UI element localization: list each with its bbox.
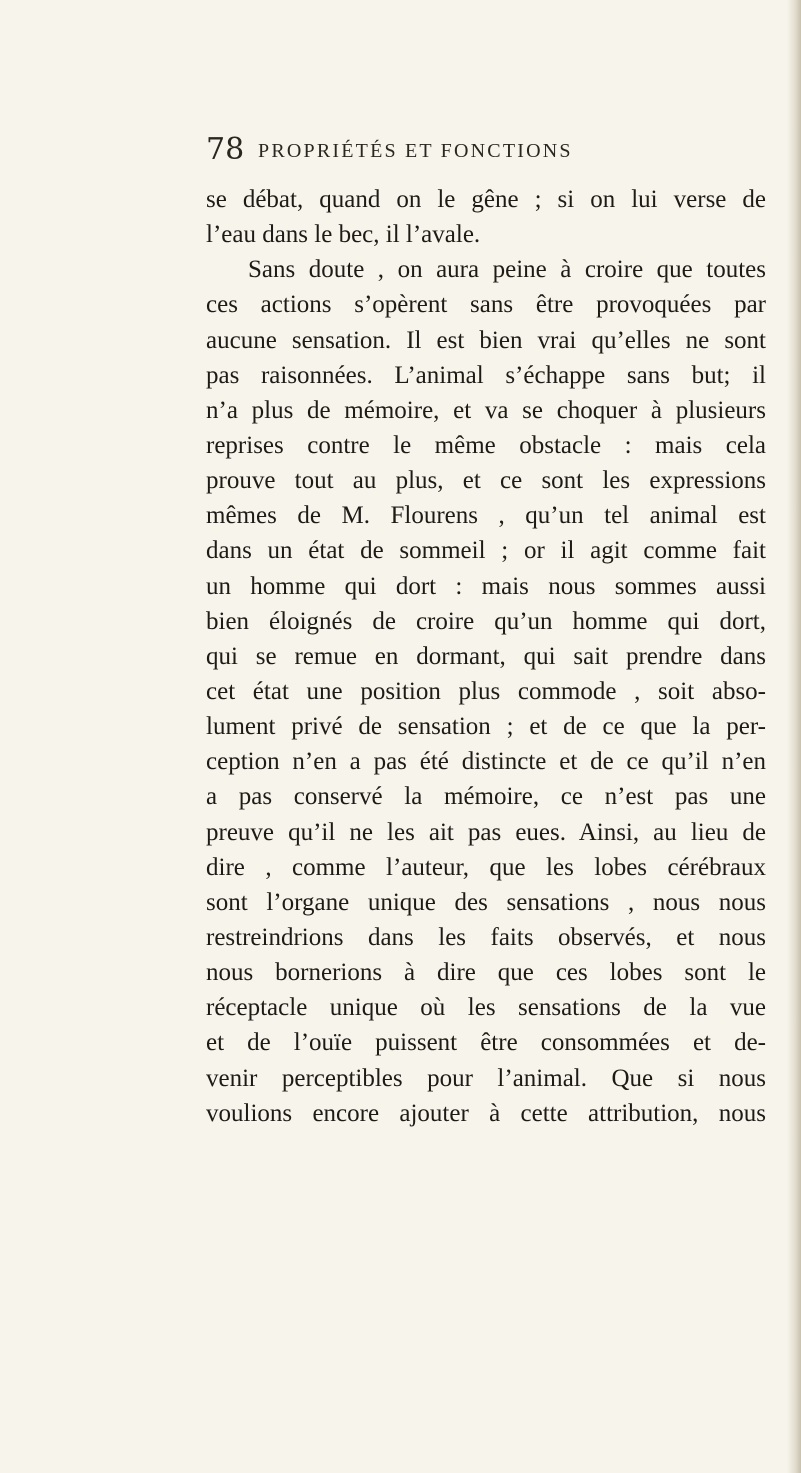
text-line: restreindrions dans les faits observés, et nous [206,923,766,951]
text-line: mêmes de M. Flourens , qu’un tel animal est [206,502,766,530]
text-line: cet état une position plus commode , soit abso- [206,677,766,705]
text-line: l’eau dans le bec, il l’avale. [206,221,481,249]
text-line: sont l’organe unique des sensations , nous nous [206,888,766,916]
text-line: aucune sensation. Il est bien vrai qu’elles ne sont [206,326,766,354]
text-line: un homme qui dort : mais nous sommes aussi [206,572,766,600]
page-edge-shadow [787,0,801,1473]
text-line: se débat, quand on le gêne ; si on lui verse de [206,186,766,213]
text-line: dans un état de sommeil ; or il agit comme fait [206,537,766,565]
text-line: n’a plus de mémoire, et va se choquer à plusieurs [206,396,766,424]
text-line: preuve qu’il ne les ait pas eues. Ainsi, au lieu de [206,818,766,846]
text-line: lument privé de sensation ; et de ce que la per- [206,713,766,741]
text-line: dire , comme l’auteur, que les lobes cérébraux [206,853,766,881]
running-head: PROPRIÉTÉS ET FONCTIONS [258,140,573,162]
text-line: réceptacle unique où les sensations de la vue [206,994,766,1022]
text-line: voulions encore ajouter à cette attribution, nous [206,1099,766,1127]
body-text [206,182,766,1131]
page-number: 78 [206,132,245,167]
text-line: Sans doute , on aura peine à croire que toutes [248,256,766,284]
text-line: qui se remue en dormant, qui sait prendre dans [206,642,766,670]
text-line: reprises contre le même obstacle : mais cela [206,431,766,459]
text-line: ception n’en a pas été distincte et de ce qu’il n’en [206,748,766,776]
text-line: bien éloignés de croire qu’un homme qui dort, [206,607,766,635]
text-line: venir perceptibles pour l’animal. Que si nous [206,1064,766,1092]
text-line: et de l’ouïe puissent être consommées et de- [206,1029,766,1057]
text-line: a pas conservé la mémoire, ce n’est pas une [206,783,766,811]
text-line: prouve tout au plus, et ce sont les expressions [206,467,766,495]
text-line: ces actions s’opèrent sans être provoquées par [206,291,766,319]
text-line: pas raisonnées. L’animal s’échappe sans but; il [206,361,766,389]
page-header [0,132,801,172]
text-line: nous bornerions à dire que ces lobes sont le [206,959,766,987]
